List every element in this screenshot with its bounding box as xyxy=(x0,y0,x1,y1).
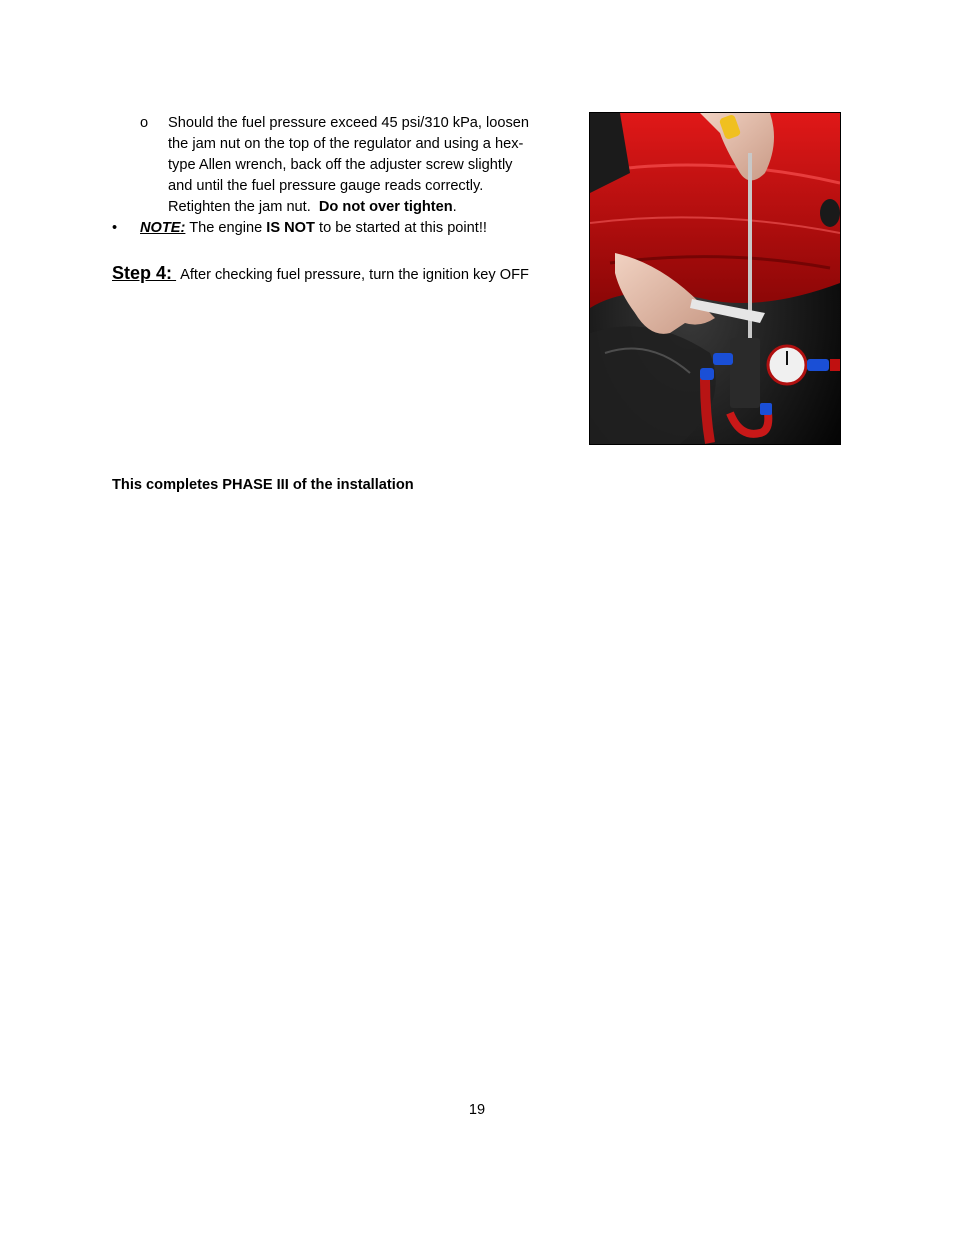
step-text: After checking fuel pressure, turn the ignition key OFF xyxy=(180,267,529,283)
note-paragraph xyxy=(140,218,580,239)
note-bold: IS NOT xyxy=(266,220,315,236)
sub-bullet-marker: o xyxy=(140,115,149,131)
page-number: 19 xyxy=(468,1102,486,1118)
instruction-line: type Allen wrench, back off the adjuster screw slightly xyxy=(168,157,513,173)
do-not-over-tighten: Do not over tighten xyxy=(318,199,453,215)
regulator-adjustment-photo xyxy=(589,112,841,445)
period: . xyxy=(452,199,457,215)
note-label: NOTE: xyxy=(140,220,186,236)
instruction-line: Should the fuel pressure exceed 45 psi/310 kPa, loosen xyxy=(168,115,530,131)
step-4 xyxy=(112,263,582,286)
step-label: Step 4: xyxy=(112,263,173,283)
fuel-pressure-instruction xyxy=(168,113,568,218)
note-bullet-marker: • xyxy=(112,220,118,236)
instruction-line-last xyxy=(168,197,568,218)
instruction-line: and until the fuel pressure gauge reads correctly. xyxy=(168,178,484,194)
phase-completion-statement: This completes PHASE III of the installation xyxy=(112,477,414,493)
retighten-text: Retighten the jam nut. xyxy=(168,199,311,215)
note-text-before: The engine xyxy=(189,220,263,236)
note-text-after: to be started at this point!! xyxy=(319,220,487,236)
instruction-line: the jam nut on the top of the regulator and using a hex- xyxy=(168,136,524,152)
